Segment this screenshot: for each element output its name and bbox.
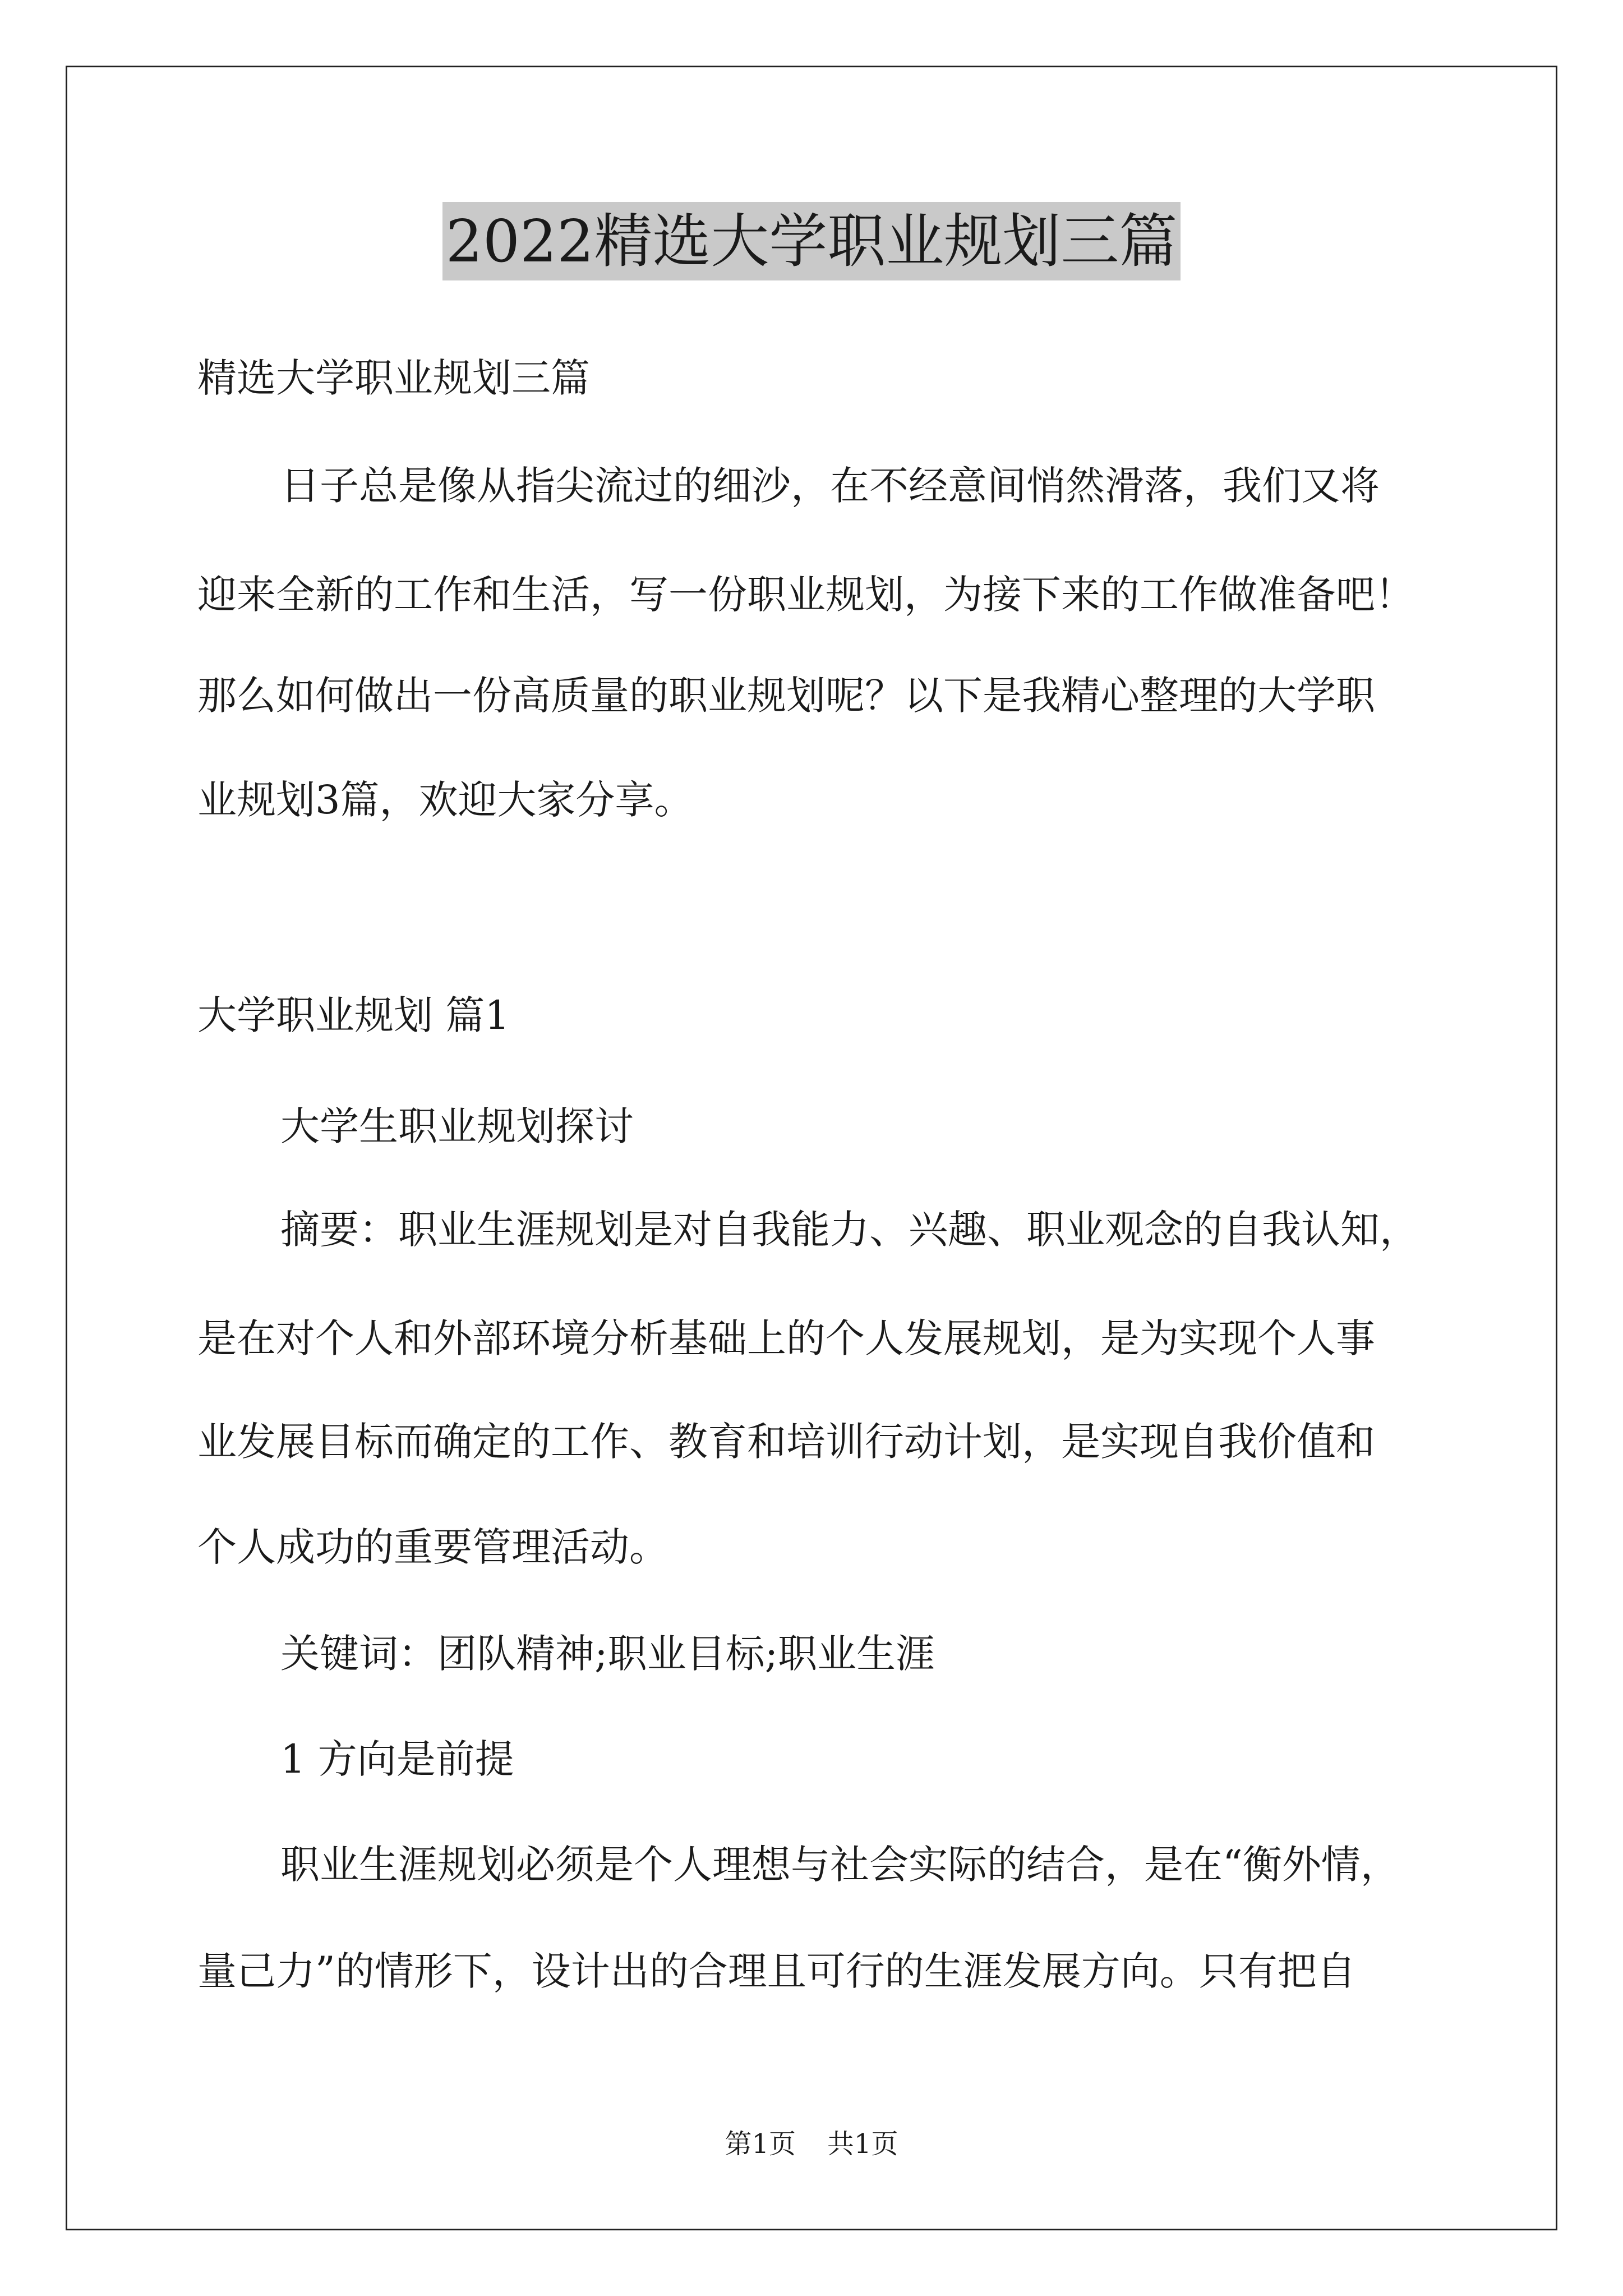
page-number-total: 共1页 <box>827 2128 898 2160</box>
page-number-current: 第1页 <box>725 2128 796 2160</box>
abstract-line-4: 个人成功的重要管理活动。 <box>197 1524 668 1570</box>
intro-line-3: 那么如何做出一份高质量的职业规划呢？以下是我精心整理的大学职 <box>197 673 1375 719</box>
intro-line-4: 业规划3篇，欢迎大家分享。 <box>197 777 694 823</box>
article-title: 大学生职业规划探讨 <box>280 1103 634 1149</box>
abstract-line-3: 业发展目标而确定的工作、教育和培训行动计划，是实现自我价值和 <box>197 1419 1375 1465</box>
body-line-2: 量己力”的情形下，设计出的合理且可行的生涯发展方向。只有把自 <box>197 1948 1356 1994</box>
document-title: 2022精选大学职业规划三篇 <box>442 202 1181 280</box>
title-container <box>0 202 1623 280</box>
intro-line-1: 日子总是像从指尖流过的细沙，在不经意间悄然滑落，我们又将 <box>280 463 1380 509</box>
body-line-1: 职业生涯规划必须是个人理想与社会实际的结合，是在“衡外情， <box>280 1842 1400 1888</box>
subtitle: 精选大学职业规划三篇 <box>197 355 590 401</box>
abstract-line-2: 是在对个人和外部环境分析基础上的个人发展规划，是为实现个人事 <box>197 1315 1375 1361</box>
point-heading: 1 方向是前提 <box>280 1736 514 1782</box>
intro-line-2: 迎来全新的工作和生活，写一份职业规划，为接下来的工作做准备吧！ <box>197 572 1414 618</box>
keywords-line: 关键词：团队精神;职业目标;职业生涯 <box>280 1631 935 1677</box>
page-footer <box>0 2126 1623 2162</box>
section-heading: 大学职业规划 篇1 <box>197 992 510 1038</box>
abstract-line-1: 摘要：职业生涯规划是对自我能力、兴趣、职业观念的自我认知， <box>280 1207 1419 1253</box>
